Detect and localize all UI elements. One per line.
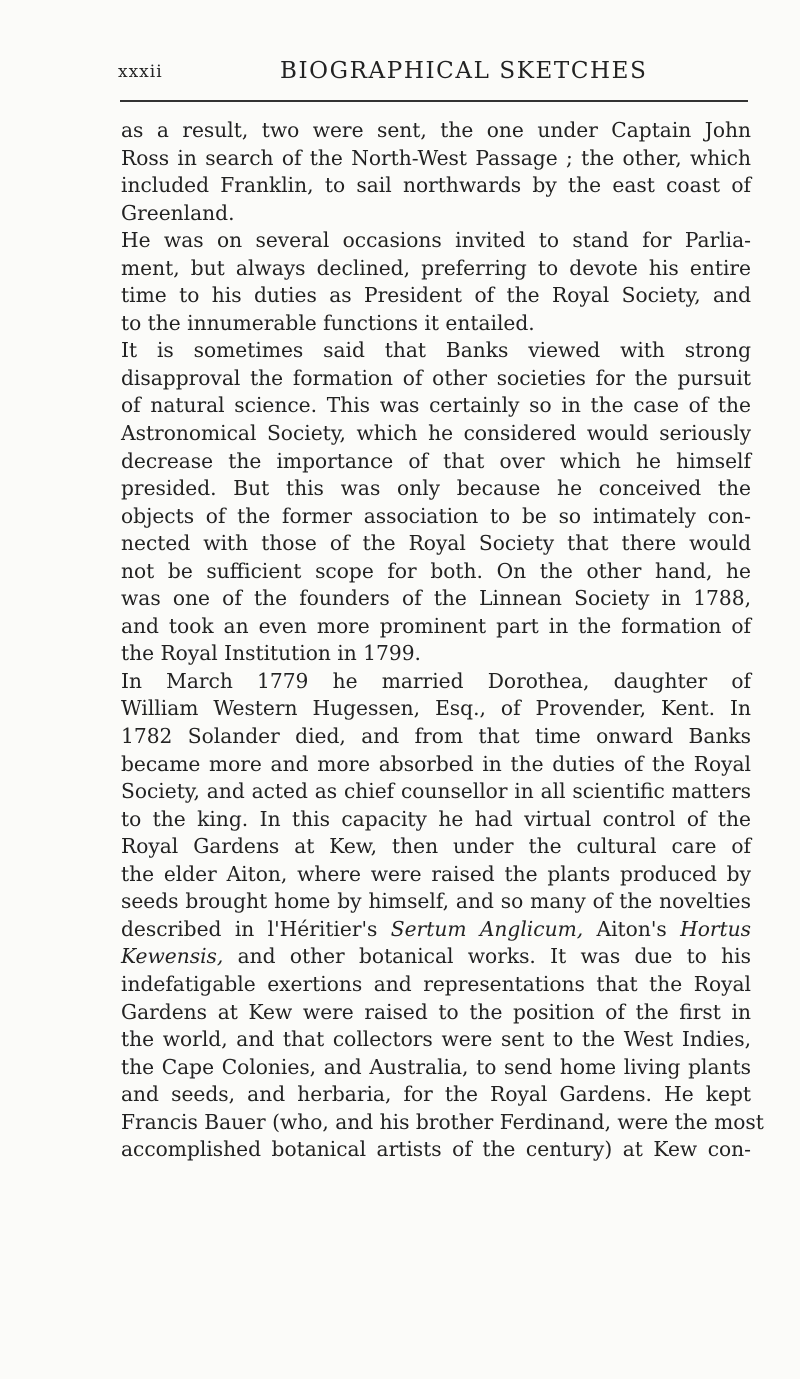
text-line: and took an even more prominent part in the formation of xyxy=(121,613,751,638)
text-line: William Western Hugessen, Esq., of Provender, Kent. In xyxy=(121,696,751,721)
header-rule xyxy=(120,100,748,102)
text-line: not be sufficient scope for both. On the other hand, he xyxy=(121,558,751,583)
text-line: to the innumerable functions it entailed. xyxy=(121,310,535,335)
text-line: the Cape Colonies, and Australia, to send home living plants xyxy=(121,1054,751,1079)
text-line: decrease the importance of that over which he himself xyxy=(121,448,751,473)
text-line: ment, but always declined, preferring to devote his entire xyxy=(121,255,751,280)
text-line: Greenland. xyxy=(121,200,235,225)
text-line: accomplished botanical artists of the century) at Kew con- xyxy=(121,1137,751,1162)
text-line-with-italics xyxy=(121,943,751,971)
text-line: included Franklin, to sail northwards by the east coast of xyxy=(121,173,751,198)
text-line: He was on several occasions invited to stand for Parlia- xyxy=(121,228,751,253)
text-line: In March 1779 he married Dorothea, daughter of xyxy=(121,668,751,693)
text-line: time to his duties as President of the Royal Society, and xyxy=(121,283,751,308)
text-line: indefatigable exertions and representations that the Royal xyxy=(121,971,751,996)
text-line: seeds brought home by himself, and so many of the novelties xyxy=(121,889,751,914)
text-line: objects of the former association to be so intimately con- xyxy=(121,503,751,528)
text-line: Society, and acted as chief counsellor in all scientific matters xyxy=(121,779,751,804)
text-line: disapproval the formation of other societies for the pursuit xyxy=(121,365,751,390)
text-line: It is sometimes said that Banks viewed with strong xyxy=(121,338,751,363)
text-line: the world, and that collectors were sent to the West Indies, xyxy=(121,1027,751,1052)
text-line: became more and more absorbed in the duties of the Royal xyxy=(121,751,751,776)
text-line: nected with those of the Royal Society that there would xyxy=(121,531,751,556)
text-line: to the king. In this capacity he had virtual control of the xyxy=(121,806,751,831)
text-run: and other botanical works. It was due to his xyxy=(223,944,751,969)
text-line: Ross in search of the North-West Passage ; the other, which xyxy=(121,145,751,170)
text-line: the elder Aiton, where were raised the plants produced by xyxy=(121,861,751,886)
text-line-with-italics xyxy=(121,916,751,944)
text-line: Francis Bauer (who, and his brother Ferdinand, were the most xyxy=(121,1109,764,1134)
running-head xyxy=(118,58,748,98)
running-title: BIOGRAPHICAL SKETCHES xyxy=(280,58,648,84)
text-line: Gardens at Kew were raised to the position of the first in xyxy=(121,999,751,1024)
text-line: the Royal Institution in 1799. xyxy=(121,641,421,666)
text-line: 1782 Solander died, and from that time onward Banks xyxy=(121,724,751,749)
text-line: presided. But this was only because he conceived the xyxy=(121,476,751,501)
italic-title-sertum-anglicum: Sertum Anglicum, xyxy=(390,916,584,941)
text-line: as a result, two were sent, the one under Captain John xyxy=(121,118,751,142)
text-line: was one of the founders of the Linnean Society in 1788, xyxy=(121,586,751,611)
text-run: described in l'Héritier's xyxy=(121,916,391,941)
text-line: Royal Gardens at Kew, then under the cultural care of xyxy=(121,834,751,859)
text-line: and seeds, and herbaria, for the Royal Gardens. He kept xyxy=(121,1082,751,1107)
text-line: of natural science. This was certainly so in the case of the xyxy=(121,393,751,418)
italic-title-hortus: Hortus xyxy=(680,916,752,941)
italic-title-kewensis: Kewensis, xyxy=(121,944,224,969)
text-run: Aiton's xyxy=(583,916,681,941)
page-number: xxxii xyxy=(118,62,163,82)
text-line: Astronomical Society, which he considered would seriously xyxy=(121,421,751,446)
body-text xyxy=(121,117,764,1164)
